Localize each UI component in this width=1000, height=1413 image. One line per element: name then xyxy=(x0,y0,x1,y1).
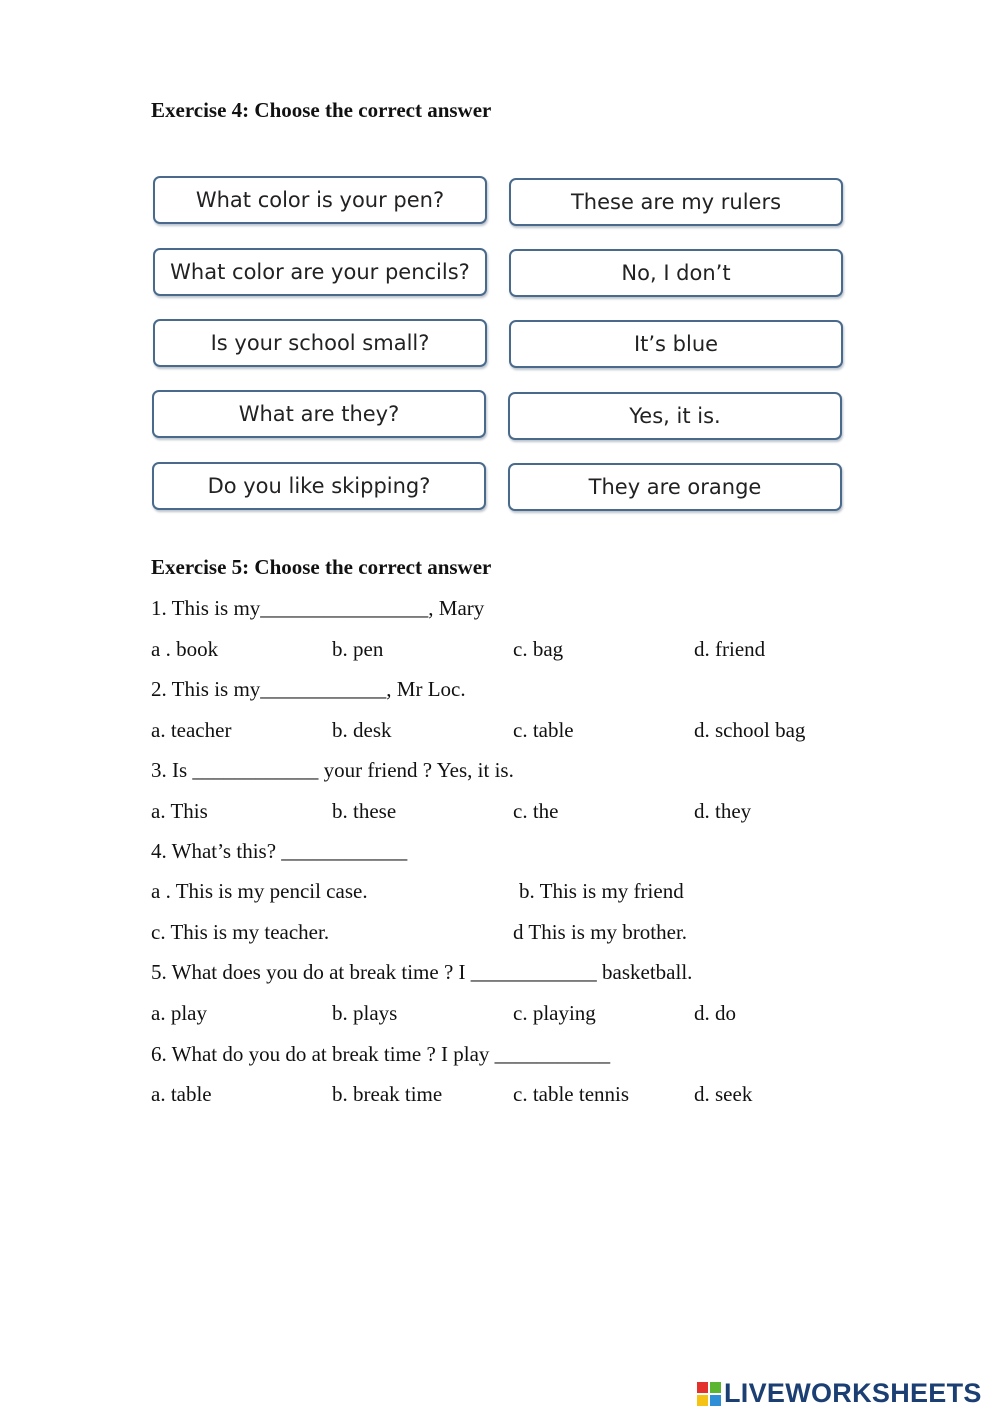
question-4: 4. What’s this? ____________ xyxy=(151,839,408,863)
option-3d[interactable]: d. they xyxy=(694,799,752,823)
logo-square-green xyxy=(710,1382,721,1393)
option-4c[interactable]: c. This is my teacher. xyxy=(151,920,330,944)
option-3b[interactable]: b. these xyxy=(332,799,397,823)
option-5b[interactable]: b. plays xyxy=(332,1001,398,1025)
liveworksheets-logo-icon xyxy=(697,1382,721,1406)
option-2d[interactable]: d. school bag xyxy=(694,718,806,742)
question-box-4[interactable]: What are they? xyxy=(152,390,486,438)
option-1a[interactable]: a . book xyxy=(151,637,219,661)
option-5c[interactable]: c. playing xyxy=(513,1001,596,1025)
logo-square-blue xyxy=(710,1395,721,1406)
option-1d[interactable]: d. friend xyxy=(694,637,766,661)
option-4d[interactable]: d This is my brother. xyxy=(513,920,688,944)
exercise-5-heading: Exercise 5: Choose the correct answer xyxy=(151,555,492,579)
answer-box-4[interactable]: Yes, it is. xyxy=(508,392,842,440)
question-2: 2. This is my____________, Mr Loc. xyxy=(151,677,466,701)
option-2b[interactable]: b. desk xyxy=(332,718,392,742)
option-3a[interactable]: a. This xyxy=(151,799,208,823)
question-box-2[interactable]: What color are your pencils? xyxy=(153,248,487,296)
question-5: 5. What does you do at break time ? I ____________ basketball. xyxy=(151,960,693,984)
liveworksheets-logo[interactable] xyxy=(697,1378,982,1409)
option-1b[interactable]: b. pen xyxy=(332,637,384,661)
option-1c[interactable]: c. bag xyxy=(513,637,564,661)
question-1: 1. This is my________________, Mary xyxy=(151,596,485,620)
option-2c[interactable]: c. table xyxy=(513,718,574,742)
option-6c[interactable]: c. table tennis xyxy=(513,1082,630,1106)
question-box-1[interactable]: What color is your pen? xyxy=(153,176,487,224)
option-6d[interactable]: d. seek xyxy=(694,1082,753,1106)
option-2a[interactable]: a. teacher xyxy=(151,718,232,742)
logo-square-yellow xyxy=(697,1395,708,1406)
exercise-4-heading: Exercise 4: Choose the correct answer xyxy=(151,98,492,122)
question-6: 6. What do you do at break time ? I play ___________ xyxy=(151,1042,611,1066)
option-5a[interactable]: a. play xyxy=(151,1001,207,1025)
answer-box-3[interactable]: It’s blue xyxy=(509,320,843,368)
option-6a[interactable]: a. table xyxy=(151,1082,212,1106)
option-6b[interactable]: b. break time xyxy=(332,1082,443,1106)
option-3c[interactable]: c. the xyxy=(513,799,559,823)
option-5d[interactable]: d. do xyxy=(694,1001,736,1025)
logo-square-red xyxy=(697,1382,708,1393)
logo-text: LIVEWORKSHEETS xyxy=(724,1378,982,1408)
question-box-3[interactable]: Is your school small? xyxy=(153,319,487,367)
option-4b[interactable]: b. This is my friend xyxy=(519,879,684,903)
option-4a[interactable]: a . This is my pencil case. xyxy=(151,879,368,903)
question-3: 3. Is ____________ your friend ? Yes, it is. xyxy=(151,758,514,782)
answer-box-5[interactable]: They are orange xyxy=(508,463,842,511)
answer-box-2[interactable]: No, I don’t xyxy=(509,249,843,297)
answer-box-1[interactable]: These are my rulers xyxy=(509,178,843,226)
question-box-5[interactable]: Do you like skipping? xyxy=(152,462,486,510)
